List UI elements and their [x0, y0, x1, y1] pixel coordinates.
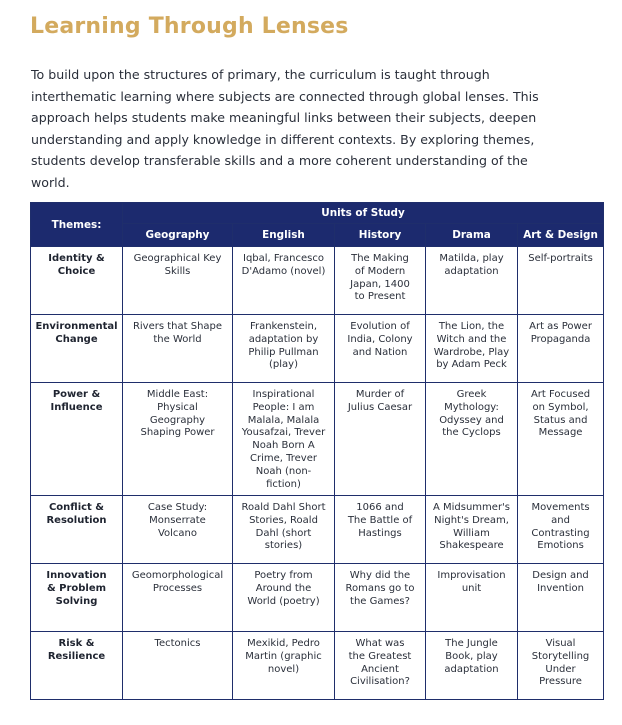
- unit-line: Martin (graphic: [245, 650, 322, 662]
- unit-line: D'Adamo (novel): [241, 265, 326, 277]
- unit-line: Geography: [149, 414, 206, 426]
- unit-cell-english: [233, 496, 335, 564]
- unit-line: India, Colony: [347, 333, 413, 345]
- unit-line: People: I am: [252, 401, 315, 413]
- unit-line: Inspirational: [252, 389, 315, 400]
- subject-header-english: English: [233, 224, 335, 247]
- unit-line: Mythology:: [444, 401, 499, 413]
- unit-line: Shaping Power: [140, 427, 215, 439]
- units-table-container: [30, 202, 603, 700]
- unit-cell-drama: [426, 315, 518, 383]
- unit-cell-history: [335, 315, 426, 383]
- unit-line: Around the: [255, 582, 312, 594]
- unit-line: Dahl (short: [255, 527, 312, 539]
- theme-line: Solving: [55, 595, 98, 607]
- unit-line: Stories, Roald: [249, 514, 318, 526]
- unit-line: What was: [355, 638, 405, 649]
- unit-line: Witch and the: [436, 333, 507, 345]
- subject-header-geography: Geography: [123, 224, 233, 247]
- subject-header-drama: Drama: [426, 224, 518, 247]
- unit-line: Art as Power: [529, 321, 592, 332]
- theme-line: Power &: [52, 389, 101, 400]
- theme-line: Risk &: [58, 638, 95, 649]
- unit-cell-art-design: [518, 564, 604, 632]
- unit-line: Message: [538, 427, 583, 439]
- unit-line: on Symbol,: [532, 401, 589, 413]
- unit-line: Skills: [164, 265, 191, 277]
- unit-line: Odyssey and: [439, 414, 504, 426]
- unit-line: Greek: [456, 389, 487, 400]
- unit-line: Frankenstein,: [249, 321, 318, 332]
- unit-line: Art Focused: [530, 389, 591, 400]
- unit-line: Evolution of: [350, 321, 410, 332]
- unit-line: The Battle of: [347, 514, 413, 526]
- unit-line: Iqbal, Francesco: [243, 253, 324, 264]
- unit-line: Invention: [537, 582, 584, 594]
- unit-line: Ancient: [361, 663, 399, 675]
- theme-line: Environmental: [35, 321, 118, 332]
- unit-line: and: [551, 514, 570, 526]
- unit-line: Middle East:: [146, 389, 209, 400]
- theme-cell: [31, 632, 123, 700]
- theme-line: Influence: [50, 401, 103, 413]
- unit-line: Emotions: [537, 540, 584, 552]
- unit-line: adaptation: [444, 265, 499, 277]
- table-row: [31, 247, 604, 315]
- intro-line: world.: [31, 174, 70, 190]
- unit-line: the Greatest: [348, 650, 412, 662]
- unit-cell-history: [335, 383, 426, 496]
- unit-line: Yousafzai, Trever: [241, 427, 326, 439]
- unit-line: novel): [267, 663, 300, 675]
- unit-cell-geography: [123, 496, 233, 564]
- unit-line: Status and: [533, 414, 588, 426]
- unit-line: Self-portraits: [528, 253, 593, 264]
- unit-line: Poetry from: [254, 570, 313, 581]
- theme-cell: [31, 247, 123, 315]
- unit-line: Volcano: [157, 527, 198, 539]
- unit-line: fiction): [266, 478, 301, 490]
- unit-line: the Cyclops: [442, 427, 501, 439]
- unit-line: Physical: [157, 401, 198, 413]
- unit-line: Malala, Malala: [247, 414, 320, 426]
- intro-line: students develop transferable skills and a more coherent understanding of the: [31, 153, 528, 169]
- unit-line: Mexikid, Pedro: [247, 638, 320, 649]
- unit-line: Geomorphological: [131, 570, 224, 581]
- unit-line: Contrasting: [531, 527, 590, 539]
- unit-line: adaptation by: [248, 333, 319, 345]
- unit-line: Shakespeare: [439, 540, 504, 552]
- unit-line: Tectonics: [154, 638, 201, 649]
- subject-header-history: History: [335, 224, 426, 247]
- theme-line: & Problem: [46, 582, 107, 594]
- units-of-study-header: Units of Study: [123, 203, 604, 224]
- unit-line: Japan, 1400: [350, 278, 410, 290]
- unit-line: Design and: [532, 570, 589, 581]
- theme-cell: [31, 383, 123, 496]
- table-row: [31, 315, 604, 383]
- intro-line: To build upon the structures of primary, the curriculum is taught through: [31, 67, 490, 82]
- theme-cell: [31, 564, 123, 632]
- unit-line: Propaganda: [530, 333, 591, 345]
- intro-line: interthematic learning where subjects are connected through global lenses. This: [31, 88, 539, 104]
- theme-line: Change: [55, 333, 98, 345]
- unit-cell-geography: [123, 383, 233, 496]
- intro-paragraph: [31, 64, 591, 194]
- unit-line: Pressure: [539, 676, 582, 688]
- unit-line: Under: [545, 663, 576, 675]
- unit-cell-history: [335, 496, 426, 564]
- unit-cell-drama: [426, 496, 518, 564]
- unit-line: Why did the: [349, 570, 411, 581]
- theme-line: Innovation: [46, 570, 107, 581]
- theme-line: Conflict &: [48, 502, 105, 513]
- unit-line: Movements: [531, 502, 590, 513]
- unit-line: The Jungle: [445, 638, 498, 649]
- unit-line: Processes: [152, 582, 203, 594]
- subject-header-art-design: Art & Design: [518, 224, 604, 247]
- unit-line: Night's Dream,: [434, 514, 509, 526]
- unit-line: Geographical Key: [133, 253, 222, 264]
- unit-cell-history: [335, 564, 426, 632]
- unit-line: Case Study:: [147, 502, 208, 513]
- unit-cell-history: [335, 632, 426, 700]
- unit-line: A Midsummer's: [432, 502, 511, 513]
- unit-line: Roald Dahl Short: [241, 502, 326, 513]
- unit-cell-geography: [123, 564, 233, 632]
- unit-line: Matilda, play: [439, 253, 504, 264]
- unit-line: Civilisation?: [350, 676, 410, 688]
- unit-line: Visual: [545, 638, 576, 649]
- unit-line: Rivers that Shape: [132, 321, 223, 332]
- unit-cell-art-design: [518, 383, 604, 496]
- table-row: [31, 564, 604, 632]
- unit-line: the Games?: [350, 595, 410, 607]
- unit-cell-english: [233, 383, 335, 496]
- unit-line: Crime, Trever: [250, 452, 317, 464]
- unit-line: and Nation: [352, 346, 408, 358]
- theme-line: Resilience: [47, 650, 106, 662]
- unit-line: of Modern: [354, 265, 406, 277]
- unit-cell-drama: [426, 632, 518, 700]
- unit-line: Book, play: [445, 650, 498, 662]
- unit-cell-english: [233, 247, 335, 315]
- page-title: Learning Through Lenses: [30, 14, 349, 39]
- theme-line: Identity &: [48, 253, 105, 264]
- table-row: [31, 496, 604, 564]
- unit-line: Noah (non-: [255, 465, 312, 477]
- theme-line: Choice: [57, 265, 96, 277]
- theme-line: Resolution: [46, 514, 107, 526]
- unit-cell-history: [335, 247, 426, 315]
- unit-cell-geography: [123, 315, 233, 383]
- unit-line: by Adam Peck: [436, 359, 507, 371]
- unit-line: World (poetry): [247, 595, 320, 607]
- unit-line: William: [453, 527, 490, 539]
- unit-cell-drama: [426, 383, 518, 496]
- unit-cell-art-design: [518, 315, 604, 383]
- unit-cell-english: [233, 564, 335, 632]
- unit-line: unit: [461, 582, 482, 594]
- table-row: [31, 383, 604, 496]
- unit-line: Monserrate: [149, 514, 206, 526]
- unit-cell-art-design: [518, 632, 604, 700]
- unit-line: the World: [153, 333, 202, 345]
- unit-line: Improvisation: [437, 570, 506, 581]
- unit-line: The Making: [351, 253, 409, 264]
- unit-cell-drama: [426, 247, 518, 315]
- unit-cell-english: [233, 632, 335, 700]
- intro-line: approach helps students make meaningful links between their subjects, deepen: [31, 110, 537, 126]
- theme-cell: [31, 496, 123, 564]
- unit-line: Hastings: [358, 527, 402, 539]
- table-row: [31, 632, 604, 700]
- unit-line: (play): [269, 359, 298, 371]
- unit-cell-english: [233, 315, 335, 383]
- unit-line: Julius Caesar: [347, 401, 413, 413]
- unit-line: Noah Born A: [252, 440, 315, 452]
- unit-cell-art-design: [518, 496, 604, 564]
- unit-line: Romans go to: [345, 582, 415, 594]
- unit-line: to Present: [354, 291, 406, 303]
- unit-line: The Lion, the: [438, 321, 505, 332]
- unit-line: Philip Pullman: [248, 346, 319, 358]
- unit-line: Storytelling: [531, 650, 590, 662]
- unit-cell-geography: [123, 632, 233, 700]
- units-of-study-table: [30, 202, 604, 700]
- theme-cell: [31, 315, 123, 383]
- unit-line: stories): [264, 540, 303, 552]
- unit-line: Wardrobe, Play: [433, 346, 510, 358]
- unit-cell-geography: [123, 247, 233, 315]
- unit-line: 1066 and: [356, 502, 404, 513]
- unit-line: Murder of: [355, 389, 405, 400]
- unit-cell-art-design: [518, 247, 604, 315]
- unit-cell-drama: [426, 564, 518, 632]
- intro-line: understanding and apply knowledge in different contexts. By exploring themes,: [31, 131, 535, 147]
- table-body: [31, 247, 604, 700]
- unit-line: adaptation: [444, 663, 499, 675]
- themes-header: Themes:: [31, 203, 123, 247]
